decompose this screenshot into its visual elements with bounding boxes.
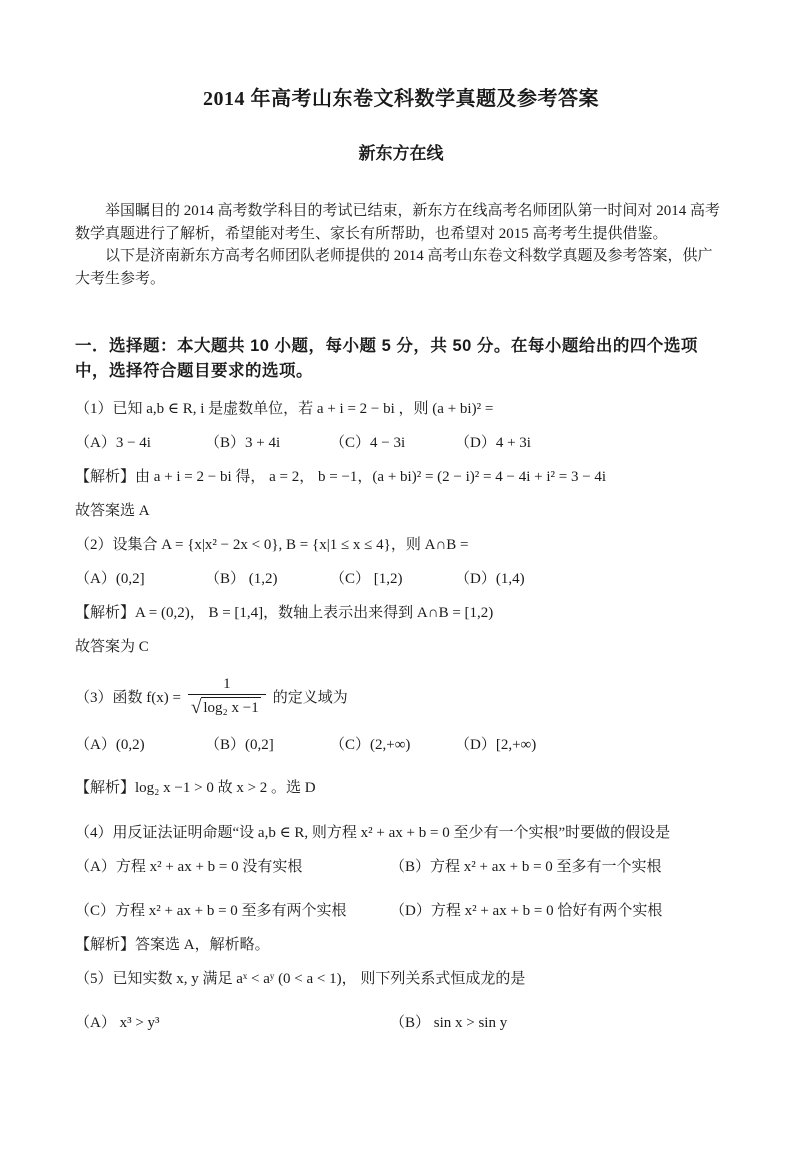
question-3-stem xyxy=(75,664,727,728)
analysis-label: 【解析】 xyxy=(75,937,136,953)
question-1-stem: （1）已知 a,b ∈ R, i 是虚数单位，若 a + i = 2 − bi ，则 (a + bi)² = xyxy=(75,401,494,417)
question-3-options xyxy=(75,728,727,762)
analysis-text: A = (0,2)， B = [1,4]，数轴上表示出来得到 A∩B = [1,2) xyxy=(135,605,494,621)
question-5-option-b: （B） sin x > sin y xyxy=(390,1015,508,1031)
intro-paragraph-2: 以下是济南新东方高考名师团队老师提供的 2014 高考山东卷文科数学真题及参考答案，供广大考生参考。 xyxy=(75,248,713,287)
question-1-analysis xyxy=(75,460,727,494)
question-4-option-a: （A）方程 x² + ax + b = 0 没有实根 xyxy=(75,859,303,875)
analysis-text: log₂ x −1 > 0 故 x > 2 。选 D xyxy=(135,780,316,796)
question-3-stem-prefix: （3）函数 f(x) = xyxy=(75,689,181,706)
fraction xyxy=(188,674,266,719)
analysis-label: 【解析】 xyxy=(75,605,136,621)
question-4-options-row-2 xyxy=(75,894,727,928)
question-4-stem: （4）用反证法证明命题“设 a,b ∈ R, 则方程 x² + ax + b = 0 至少有一个实根”时要做的假设是 xyxy=(75,825,671,841)
intro-section xyxy=(75,200,727,290)
question-4-option-b: （B）方程 x² + ax + b = 0 至多有一个实根 xyxy=(390,859,662,875)
question-2-answer: 故答案为 C xyxy=(75,639,149,655)
question-1-answer: 故答案选 A xyxy=(75,503,150,519)
question-1-option-c: （C）4 − 3i xyxy=(330,435,406,451)
question-2-stem: （2）设集合 A = {x|x² − 2x < 0}, B = {x|1 ≤ x ≤ 4}，则 A∩B = xyxy=(75,537,469,553)
question-2-options xyxy=(75,562,727,596)
question-5-stem: （5）已知实数 x, y 满足 aˣ < aʸ (0 < a < 1)， 则下列关系式恒成龙的是 xyxy=(75,971,526,987)
question-2-option-c: （C） [1,2) xyxy=(330,571,403,587)
radicand: log₂ x −1 xyxy=(201,697,260,719)
question-3-option-d: （D）[2,+∞) xyxy=(455,737,537,753)
intro-paragraph-1: 举国瞩目的 2014 高考数学科目的考试已结束，新东方在线高考名师团队第一时间对 2014 高考数学真题进行了解析，希望能对考生、家长有所帮助，也希望对 2015 高考考生提供借鉴。 xyxy=(75,203,721,242)
question-2-option-b: （B） (1,2) xyxy=(205,571,278,587)
radical-sign: √ xyxy=(190,696,202,718)
question-5-option-a: （A） x³ > y³ xyxy=(75,1015,160,1031)
questions-section xyxy=(75,392,727,1040)
document-subtitle: 新东方在线 xyxy=(358,144,444,163)
fraction-denominator xyxy=(188,694,266,719)
question-4-option-d: （D）方程 x² + ax + b = 0 恰好有两个实根 xyxy=(390,903,663,919)
document-title: 2014 年高考山东卷文科数学真题及参考答案 xyxy=(203,88,599,110)
analysis-text: 由 a + i = 2 − bi 得， a = 2， b = −1，(a + bi)² = (2 − i)² = 4 − 4i + i² = 3 − 4i xyxy=(135,469,607,485)
question-1-option-d: （D）4 + 3i xyxy=(455,435,531,451)
question-4-analysis xyxy=(75,928,727,962)
question-3-option-b: （B）(0,2] xyxy=(205,737,274,753)
question-3-stem-suffix: 的定义域为 xyxy=(272,689,348,706)
fraction-numerator: 1 xyxy=(223,675,231,692)
question-4-options-row-1 xyxy=(75,850,727,884)
analysis-label: 【解析】 xyxy=(75,469,136,485)
question-2-option-a: （A）(0,2] xyxy=(75,571,145,587)
question-4-option-c: （C）方程 x² + ax + b = 0 至多有两个实根 xyxy=(75,903,347,919)
question-3-option-c: （C）(2,+∞) xyxy=(330,737,411,753)
question-3-option-a: （A）(0,2) xyxy=(75,737,145,753)
section-heading-choice-questions: 一．选择题：本大题共 10 小题，每小题 5 分，共 50 分。在每小题给出的四个选项中，选择符合题目要求的选项。 xyxy=(75,337,698,380)
question-3-analysis xyxy=(75,771,727,805)
question-1-option-b: （B）3 + 4i xyxy=(205,435,281,451)
analysis-text: 答案选 A，解析略。 xyxy=(135,937,270,953)
question-5-options xyxy=(75,1006,727,1040)
question-1-option-a: （A）3 − 4i xyxy=(75,435,151,451)
question-2-option-d: （D）(1,4) xyxy=(455,571,525,587)
analysis-label: 【解析】 xyxy=(75,780,136,796)
question-1-options xyxy=(75,426,727,460)
question-2-analysis xyxy=(75,596,727,630)
